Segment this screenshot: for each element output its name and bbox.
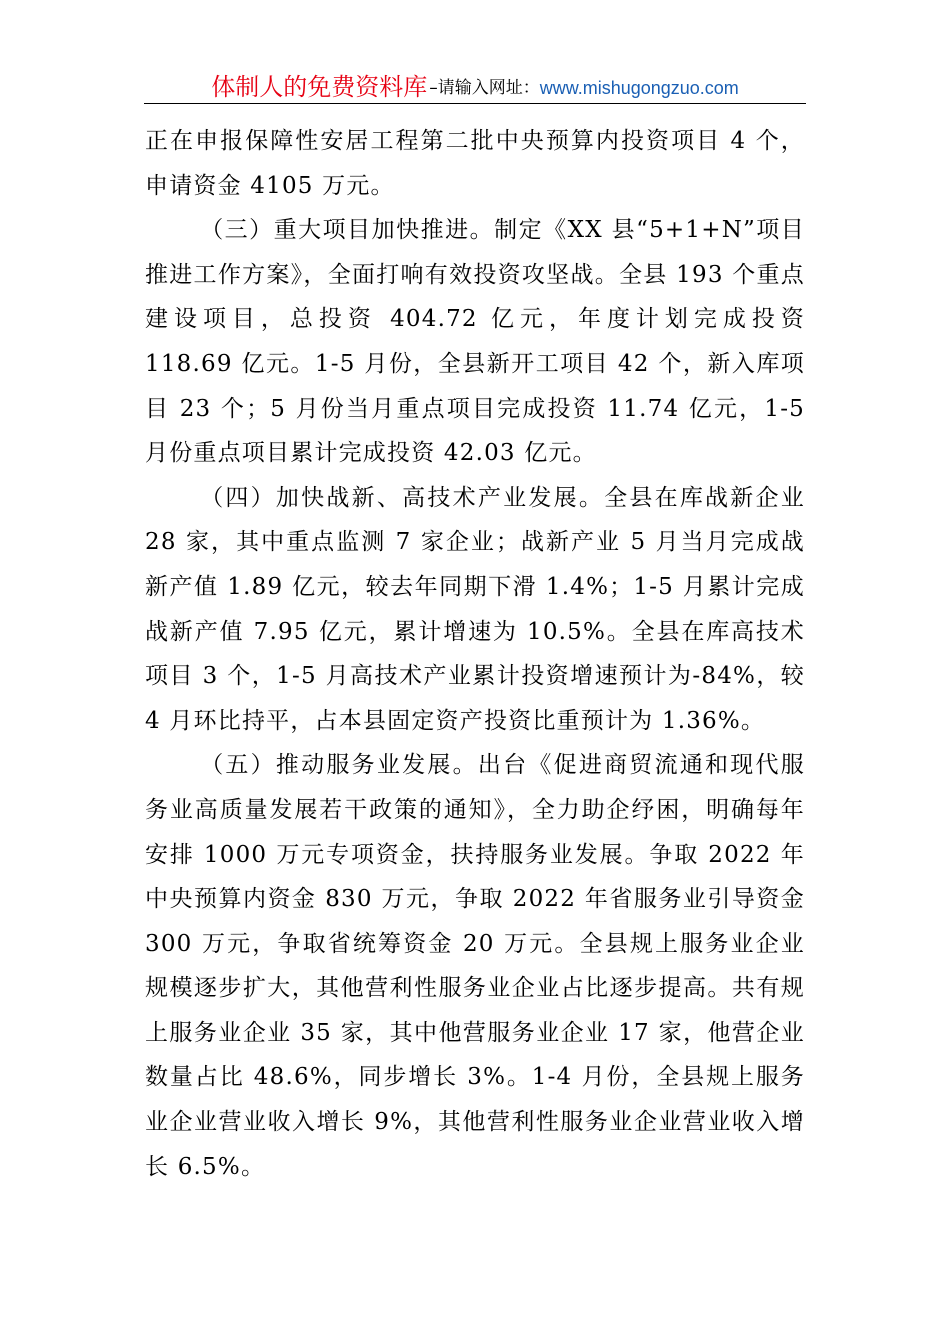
url-prompt: –请输入网址： — [429, 78, 540, 98]
paragraph-major-projects: （三）重大项目加快推进。制定《XX 县“5+1+N”项目推进工作方案》，全面打响有效投资攻坚战。全县 193 个重点建设项目，总投资 404.72 亿元，年度计划完成投资 118.69 亿元。1-5 月份，全县新开工项目 42 个，新入库项目 23 个；5 月份当月重点项目完成投资 11.74 亿元，1-5 月份重点项目累计完成投资 42.03 亿元。 — [145, 217, 805, 467]
paragraph-emerging-industries: （四）加快战新、高技术产业发展。全县在库战新企业 28 家，其中重点监测 7 家企业；战新产业 5 月当月完成战新产值 1.89 亿元，较去年同期下滑 1.4%；1-5 月累计完成战新产值 7.95 亿元，累计增速为 10.5%。全县在库高技术项目 3 个，1-5 月高技术产业累计投资增速预计为-84%，较 4 月环比持平，占本县固定资产投资比重预计为 1.36%。 — [145, 484, 805, 734]
page-header — [144, 72, 806, 104]
paragraph-continued: 正在申报保障性安居工程第二批中央预算内投资项目 4 个，申请资金 4105 万元。 — [145, 128, 805, 199]
paragraph-service-industry: （五）推动服务业发展。出台《促进商贸流通和现代服务业高质量发展若干政策的通知》，全力助企纾困，明确每年安排 1000 万元专项资金，扶持服务业发展。争取 2022 年中央预算内资金 830 万元，争取 2022 年省服务业引导资金 300 万元，争取省统筹资金 20 万元。全县规上服务业企业规模逐步扩大，其他营利性服务业企业占比逐步提高。共有规上服务业企业 35 家，其中他营服务业企业 17 家，他营企业数量占比 48.6%，同步增长 3%。1-4 月份，全县规上服务业企业营业收入增长 9%，其他营利性服务业企业营业收入增长 6.5%。 — [145, 752, 805, 1180]
document-body — [145, 119, 805, 1189]
brand-title: 体制人的免费资料库 — [211, 73, 428, 101]
website-link[interactable]: www.mishugongzuo.com — [539, 78, 739, 98]
